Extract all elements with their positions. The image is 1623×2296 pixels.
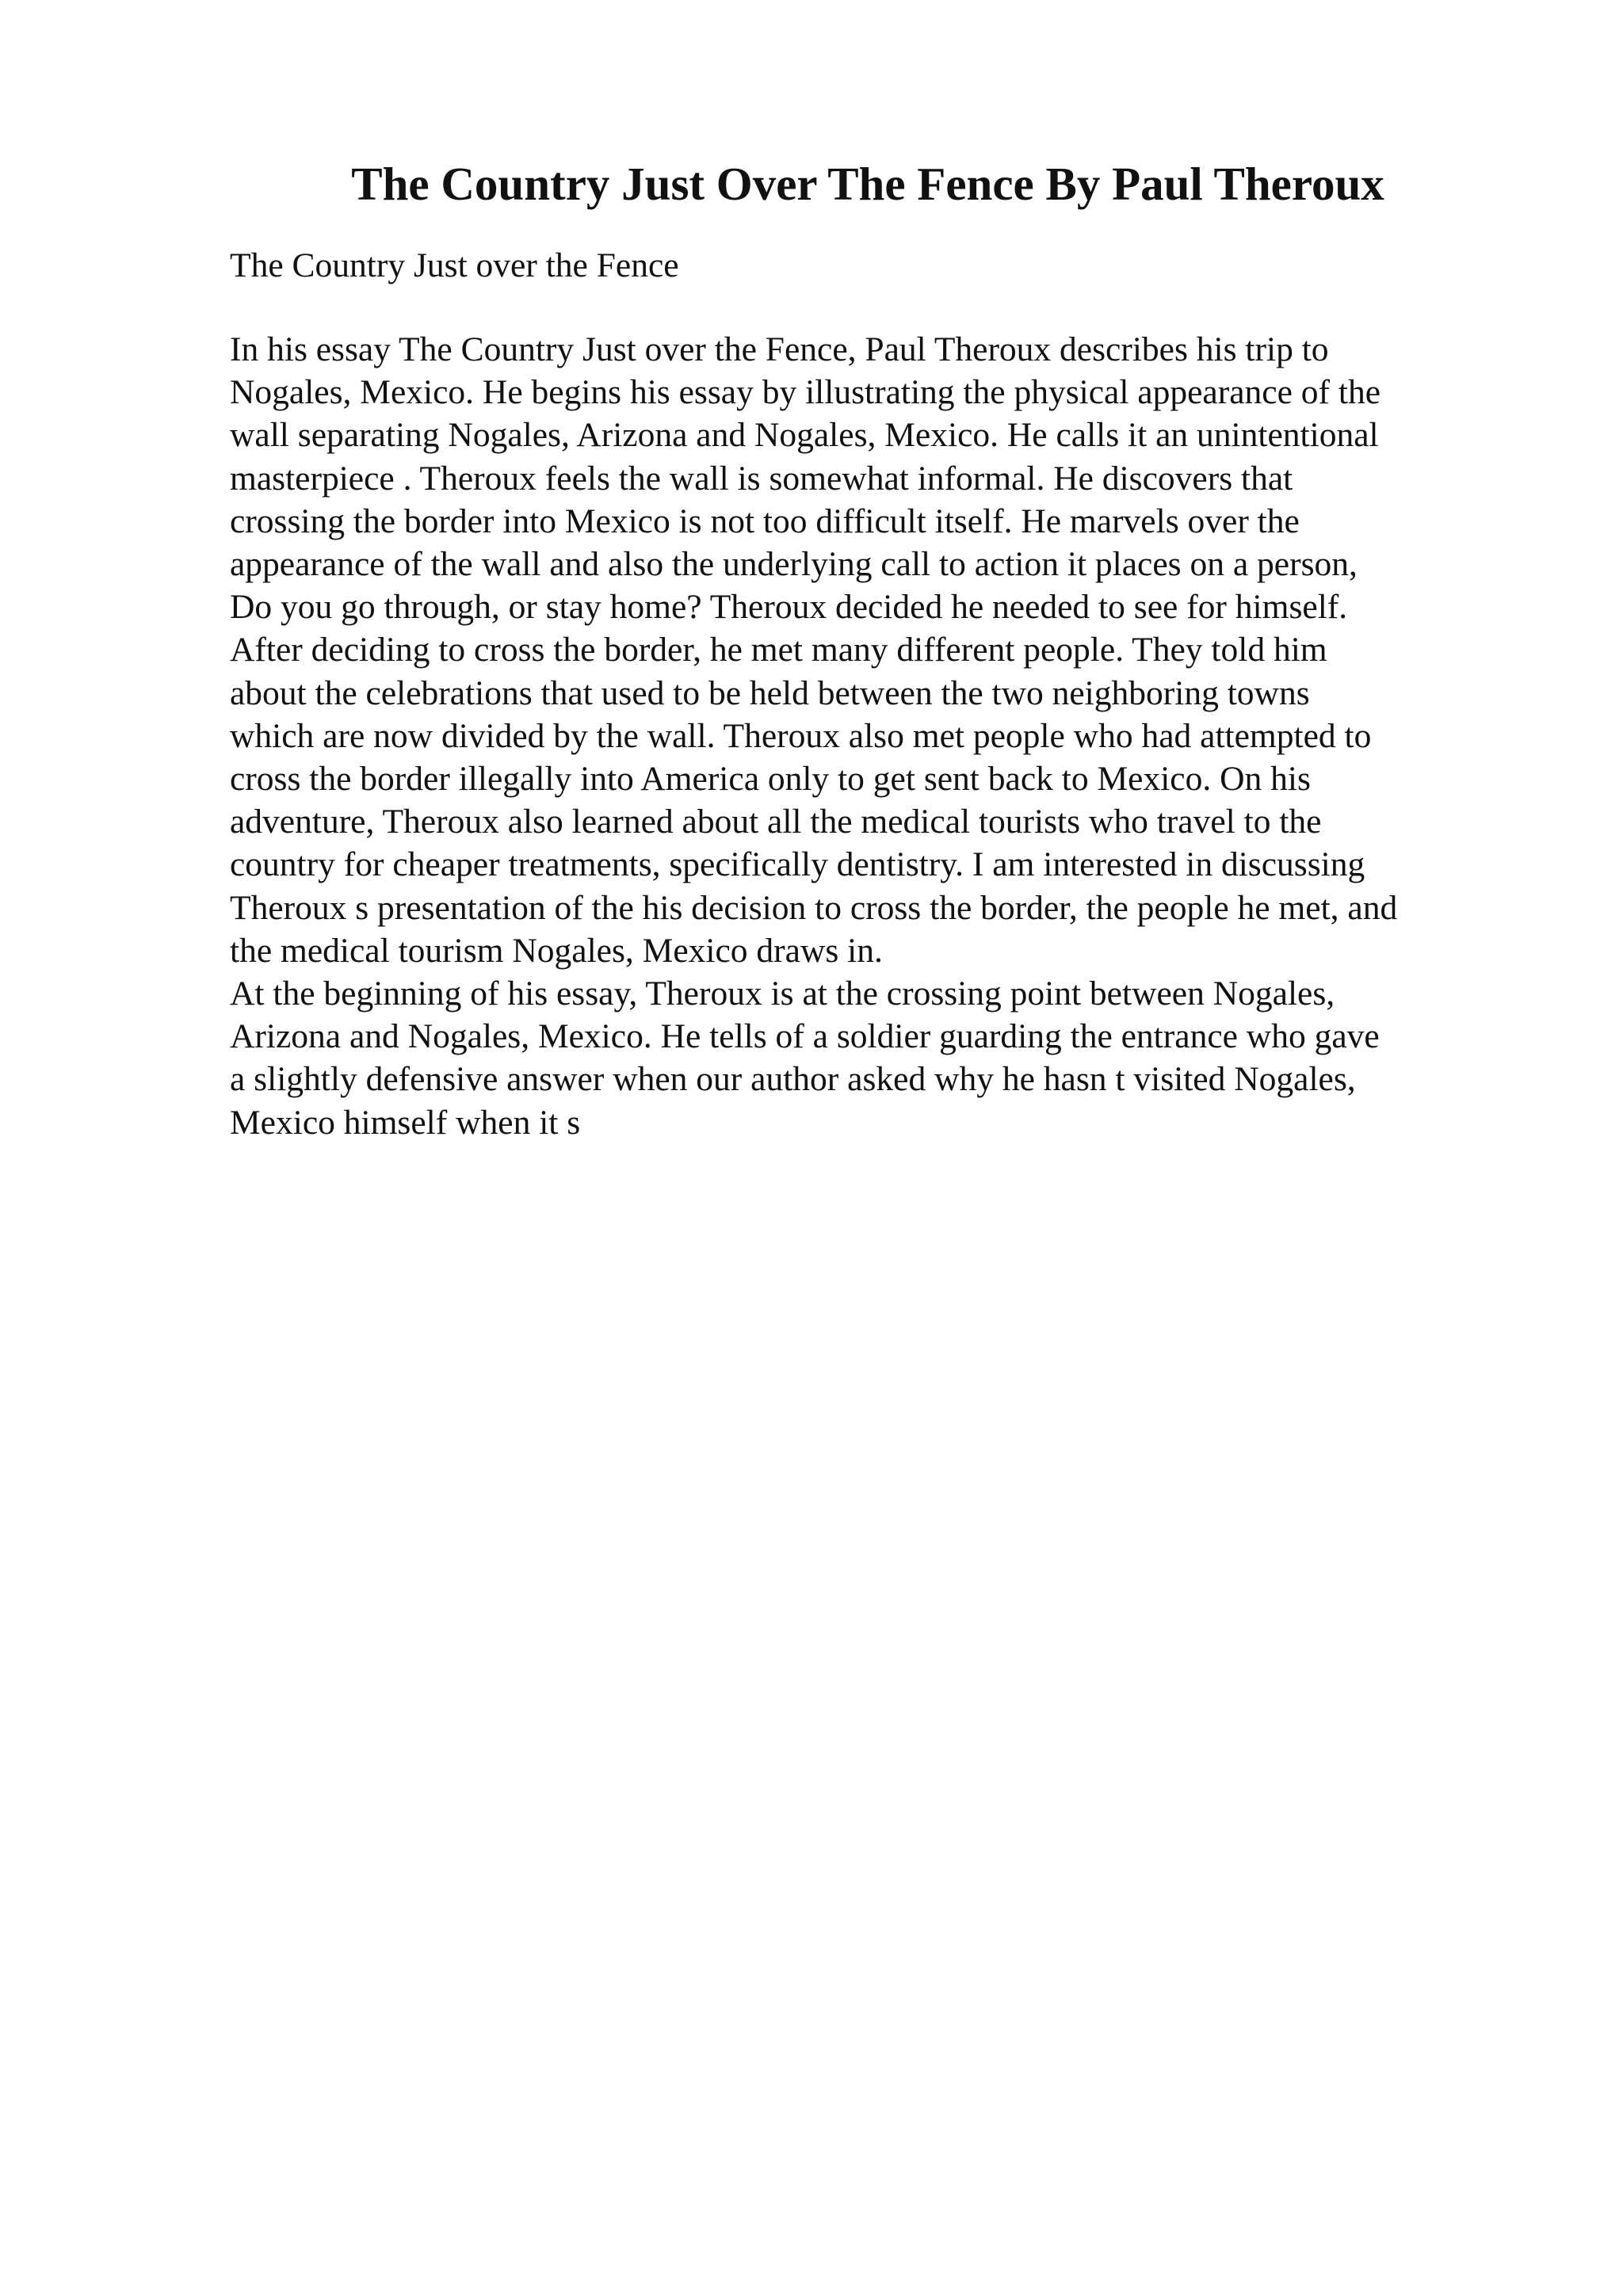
text-line: cross the border illegally into America only to get sent back to Mexico. On his [230, 760, 1311, 799]
text-line: country for cheaper treatments, specifically dentistry. I am interested in discussing [230, 845, 1365, 884]
text-line: Theroux s presentation of the his decision to cross the border, the people he met, and [230, 888, 1398, 927]
text-line: Mexico himself when it s [230, 1103, 581, 1142]
text-line: which are now divided by the wall. Theroux also met people who had attempted to [230, 716, 1372, 755]
text-line: adventure, Theroux also learned about all the medical tourists who travel to the [230, 803, 1322, 841]
text-line: a slightly defensive answer when our author asked why he hasn t visited Nogales, [230, 1060, 1356, 1099]
text-line: Do you go through, or stay home? Theroux decided he needed to see for himself. [230, 588, 1348, 627]
text-line: At the beginning of his essay, Theroux is at the crossing point between Nogales, [230, 974, 1335, 1013]
essay-body [230, 328, 1514, 1144]
text-line: Nogales, Mexico. He begins his essay by illustrating the physical appearance of the [230, 373, 1381, 412]
text-line: appearance of the wall and also the underlying call to action it places on a person, [230, 545, 1358, 584]
text-line: about the celebrations that used to be held between the two neighboring towns [230, 673, 1310, 712]
document-title: The Country Just Over The Fence By Paul Theroux [351, 158, 1384, 210]
text-line: Arizona and Nogales, Mexico. He tells of a soldier guarding the entrance who gave [230, 1017, 1380, 1056]
text-line: masterpiece . Theroux feels the wall is somewhat informal. He discovers that [230, 459, 1293, 498]
text-line: wall separating Nogales, Arizona and Nogales, Mexico. He calls it an unintentional [230, 416, 1379, 455]
text-line: crossing the border into Mexico is not too difficult itself. He marvels over the [230, 502, 1300, 540]
essay-heading: The Country Just over the Fence [230, 246, 679, 284]
text-line: In his essay The Country Just over the Fence, Paul Theroux describes his trip to [230, 330, 1329, 368]
text-line: the medical tourism Nogales, Mexico draws in. [230, 931, 883, 970]
text-line: After deciding to cross the border, he met many different people. They told him [230, 631, 1327, 669]
